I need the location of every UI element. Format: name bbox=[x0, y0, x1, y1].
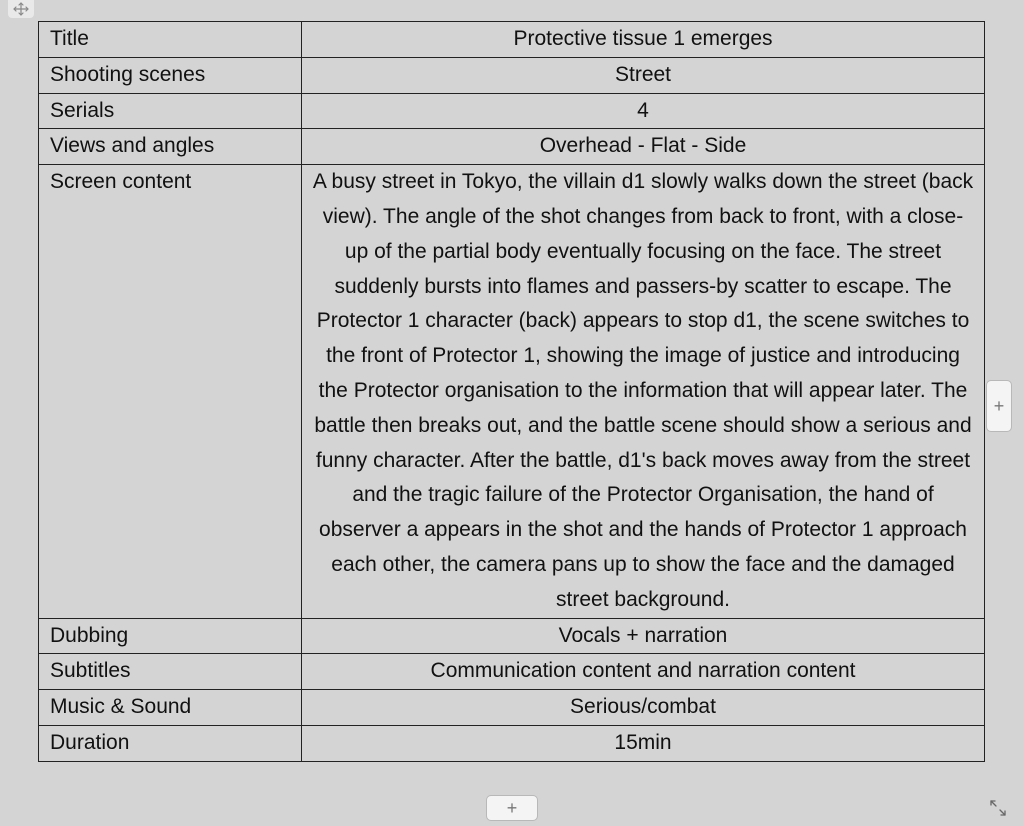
table-row bbox=[39, 22, 985, 58]
row-value-duration[interactable]: 15min bbox=[302, 725, 985, 761]
resize-table-handle[interactable] bbox=[986, 796, 1010, 820]
resize-icon bbox=[988, 798, 1008, 818]
table-row bbox=[39, 165, 985, 618]
row-label-dubbing[interactable]: Dubbing bbox=[39, 618, 302, 654]
row-value-music-sound[interactable]: Serious/combat bbox=[302, 690, 985, 726]
add-row-button[interactable] bbox=[486, 795, 538, 821]
row-label-serials[interactable]: Serials bbox=[39, 93, 302, 129]
row-value-screen-content[interactable]: A busy street in Tokyo, the villain d1 slowly walks down the street (back view). The angle of the shot changes from back to front, with a close-up of the partial body eventually focusing on the face. The street suddenly bursts into flames and passers-by scatter to escape. The Protector 1 character (back) appears to stop d1, the scene switches to the front of Protector 1, showing the image of justice and introducing the Protector organisation to the information that will appear later. The battle then breaks out, and the battle scene should show a serious and funny character. After the battle, d1's back moves away from the street and the tragic failure of the Protector Organisation, the hand of observer a appears in the shot and the hands of Protector 1 approach each other, the camera pans up to show the face and the damaged street background. bbox=[302, 165, 985, 618]
row-value-views-and-angles[interactable]: Overhead - Flat - Side bbox=[302, 129, 985, 165]
row-label-views-and-angles[interactable]: Views and angles bbox=[39, 129, 302, 165]
table-row bbox=[39, 129, 985, 165]
row-value-title[interactable]: Protective tissue 1 emerges bbox=[302, 22, 985, 58]
plus-icon: + bbox=[993, 396, 1005, 416]
table-row bbox=[39, 93, 985, 129]
row-label-subtitles[interactable]: Subtitles bbox=[39, 654, 302, 690]
row-label-duration[interactable]: Duration bbox=[39, 725, 302, 761]
row-label-title[interactable]: Title bbox=[39, 22, 302, 58]
move-icon bbox=[11, 2, 31, 16]
table-row bbox=[39, 57, 985, 93]
row-value-dubbing[interactable]: Vocals + narration bbox=[302, 618, 985, 654]
plus-icon: + bbox=[506, 798, 518, 818]
table-row bbox=[39, 690, 985, 726]
row-label-screen-content[interactable]: Screen content bbox=[39, 165, 302, 618]
table-row bbox=[39, 725, 985, 761]
table-row bbox=[39, 654, 985, 690]
row-label-music-sound[interactable]: Music & Sound bbox=[39, 690, 302, 726]
script-table bbox=[38, 21, 985, 762]
table-row bbox=[39, 618, 985, 654]
move-table-handle[interactable] bbox=[8, 0, 34, 18]
add-column-button[interactable] bbox=[986, 380, 1012, 432]
row-value-subtitles[interactable]: Communication content and narration content bbox=[302, 654, 985, 690]
row-value-shooting-scenes[interactable]: Street bbox=[302, 57, 985, 93]
row-value-serials[interactable]: 4 bbox=[302, 93, 985, 129]
row-label-shooting-scenes[interactable]: Shooting scenes bbox=[39, 57, 302, 93]
